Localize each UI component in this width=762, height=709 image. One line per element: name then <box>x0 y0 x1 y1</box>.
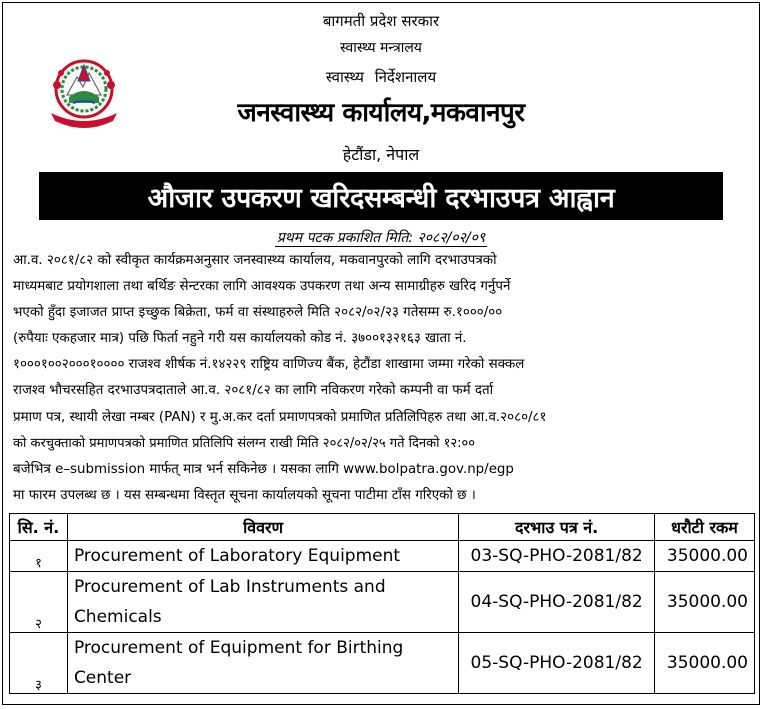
body-line: मा फारम उपलब्ध छ । यस सम्बन्धमा विस्तृत सूचना कार्यालयको सूचना पाटीमा टाँस गरिएको छ । <box>13 487 476 503</box>
notice-title-banner <box>39 172 723 220</box>
procurement-table <box>9 513 755 694</box>
row-sn: २ <box>10 572 68 633</box>
col-header-sn: सि. नं. <box>10 514 68 541</box>
published-date-text: प्रथम पटक प्रकाशित मिति: २०८२/०२/०९ <box>276 230 486 246</box>
body-line: राजश्व भौचरसहित दरभाउपत्रदाताले आ.व. २०८१/८२ का लागि नविकरण गरेको कम्पनी वा फर्म दर्ता <box>13 383 494 399</box>
row-description: Procurement of Equipment for Birthing Center <box>67 633 458 694</box>
body-line: भएको हुँदा इजाजत प्राप्त इच्छुक बिक्रेता, फर्म वा संस्थाहरुले मिति २०८२/०२/२३ गतेसम्म रु.१०००/०० <box>13 305 503 321</box>
row-code: 04-SQ-PHO-2081/82 <box>459 572 655 633</box>
table-row <box>10 633 755 694</box>
body-line: (रुपैयाः एकहजार मात्र) पछि फिर्ता नहुने गरी यस कार्यालयको कोड नं. ३७००१३२१६३ खाता नं. <box>13 331 467 347</box>
col-header-amount: धरौटी रकम <box>655 514 755 541</box>
row-description: Procurement of Lab Instruments and Chemicals <box>67 572 458 633</box>
row-amount: 35000.00 <box>655 572 755 633</box>
row-amount: 35000.00 <box>655 633 755 694</box>
office-name: जनस्वास्थ्य कार्यालय,मकवानपुर <box>237 98 525 128</box>
body-line: १०००१००२०००१०००० राजश्व शीर्षक नं.१४२२९ राष्ट्रिय वाणिज्य बैंक, हेटौंडा शाखामा जम्मा गरेको सक्कल <box>13 357 525 373</box>
table-row <box>10 572 755 633</box>
col-header-description: विवरण <box>67 514 458 541</box>
row-sn: १ <box>10 541 68 572</box>
notice-title: औजार उपकरण खरिदसम्बन्धी दरभाउपत्र आह्वान <box>147 182 615 214</box>
row-description: Procurement of Laboratory Equipment <box>67 541 458 572</box>
row-code: 05-SQ-PHO-2081/82 <box>459 633 655 694</box>
ministry-name: स्वास्थ्य मन्त्रालय <box>340 40 422 56</box>
table-header-row <box>10 514 755 541</box>
body-line: आ.व. २०८१/८२ को स्वीकृत कार्यक्रमअनुसार जनस्वास्थ्य कार्यालय, मकवानपुरको लागि दरभाउपत्रको <box>13 253 497 268</box>
notice-page <box>2 2 760 705</box>
office-location: हेटौंडा, नेपाल <box>342 145 420 164</box>
notice-body <box>13 248 749 509</box>
table-row <box>10 541 755 572</box>
col-header-code: दरभाउ पत्र नं. <box>459 514 655 541</box>
body-line: बजेभित्र e–submission मार्फत् मात्र भर्न सकिनेछ । यसका लागि www.bolpatra.gov.np/egp <box>13 461 514 477</box>
body-line: प्रमाण पत्र, स्थायी लेखा नम्बर (PAN) र मु.अ.कर दर्ता प्रमाणपत्रको प्रमाणित प्रतिलिपिहरु तथा आ.व.२०८०/८१ <box>13 409 547 425</box>
row-amount: 35000.00 <box>655 541 755 572</box>
directorate-name: स्वास्थ्य निर्देशनालय <box>325 68 437 86</box>
row-code: 03-SQ-PHO-2081/82 <box>459 541 655 572</box>
body-line: को करचुक्ताको प्रमाणपत्रको प्रमाणित प्रतिलिपि संलग्न राखी मिति २०८२/०२/२५ गते दिनको १२:०० <box>13 435 476 451</box>
government-name: बागमती प्रदेश सरकार <box>322 12 440 30</box>
row-sn: ३ <box>10 633 68 694</box>
published-date <box>3 228 759 247</box>
body-line: माध्यमबाट प्रयोगशाला तथा बर्थिङ सेन्टरका लागि आवश्यक उपकरण तथा अन्य सामाग्रीहरु खरिद गर्नुपर्ने <box>13 279 511 295</box>
